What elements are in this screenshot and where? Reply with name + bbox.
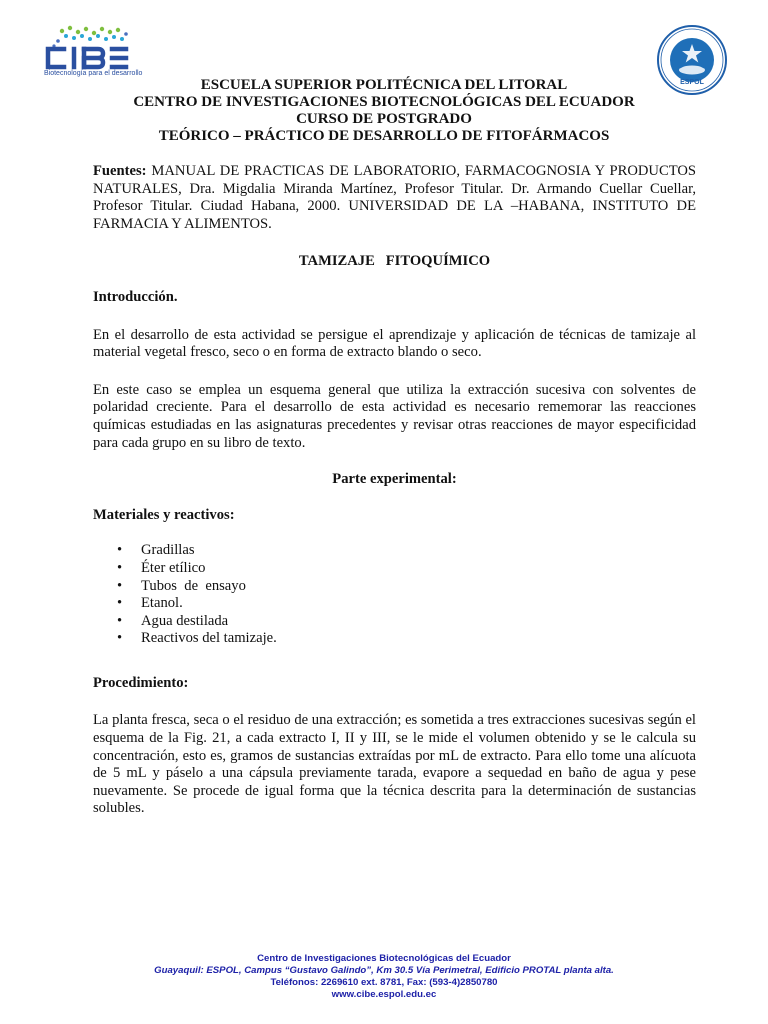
header-institution: ESCUELA SUPERIOR POLITÉCNICA DEL LITORAL bbox=[200, 77, 568, 93]
experimental-heading: Parte experimental: bbox=[332, 471, 457, 488]
footer-address: Guayaquil: ESPOL, Campus “Gustavo Galindo”, Km 30.5 Vía Perimetral, Edificio PROTAL planta alta. bbox=[154, 965, 614, 976]
espol-seal-label: ESPOL bbox=[680, 79, 704, 86]
bullet: • bbox=[117, 542, 123, 559]
list-item bbox=[93, 560, 696, 578]
bullet: • bbox=[117, 630, 123, 647]
bullet: • bbox=[117, 595, 123, 612]
list-item-text: Etanol. bbox=[141, 595, 183, 612]
list-item-text: Gradillas bbox=[141, 542, 195, 559]
bullet: • bbox=[117, 612, 123, 629]
document-header bbox=[0, 77, 768, 145]
header-center: CENTRO DE INVESTIGACIONES BIOTECNOLÓGICAS DEL ECUADOR bbox=[133, 94, 635, 110]
intro-heading: Introducción. bbox=[93, 288, 178, 305]
list-item-text: Tubos de ensayo bbox=[141, 577, 246, 594]
procedure-heading: Procedimiento: bbox=[93, 674, 189, 691]
footer-center-name: Centro de Investigaciones Biotecnológicas del Ecuador bbox=[257, 953, 511, 964]
intro-paragraph-1: En el desarrollo de esta actividad se persigue el aprendizaje y aplicación de técnicas de tamizaje al material vegetal fresco, seco o en forma de extracto blando o seco. bbox=[93, 326, 696, 361]
footer-website: www.cibe.espol.edu.ec bbox=[331, 989, 437, 1000]
list-item bbox=[93, 595, 696, 613]
materials-heading: Materiales y reactivos: bbox=[93, 506, 235, 523]
document-body bbox=[93, 163, 696, 818]
list-item-text: Reactivos del tamizaje. bbox=[141, 630, 277, 647]
header-subject: TEÓRICO – PRÁCTICO DE DESARROLLO DE FITOFÁRMACOS bbox=[158, 128, 610, 144]
sources-label: Fuentes: bbox=[93, 163, 147, 179]
bullet: • bbox=[117, 559, 123, 576]
procedure-paragraph: La planta fresca, seca o el residuo de una extracción; es sometida a tres extracciones sucesivas según el esquema de la Fig. 21, a cada extracto I, II y III, se le mide el volumen obtenido y se le calcula su concentración, esto es, gramos de sustancias extraídas por mL de extracto. Para ello tome una alícuota de 5 mL y páselo a una cápsula previamente tarada, evapore a sequedad en baño de agua y pese nuevamente. Se procede de igual forma que la técnica descrita para la determinación de sustancias solubles. bbox=[93, 712, 696, 817]
sources-text: MANUAL DE PRACTICAS DE LABORATORIO, FARMACOGNOSIA Y PRODUCTOS NATURALES, Dra. Migdalia Miranda Martínez, Profesor Titular. Dr. Armando Cuellar Cuellar, Profesor Titular. Ciudad Habana, 2000. UNIVERSIDAD DE LA –HABANA, INSTITUTO DE FARMACIA Y ALIMENTOS. bbox=[93, 163, 696, 232]
bullet: • bbox=[117, 577, 123, 594]
cibe-logo bbox=[40, 22, 143, 82]
sources-paragraph bbox=[93, 163, 696, 233]
footer-phones: Teléfonos: 2269610 ext. 8781, Fax: (593-4)2850780 bbox=[270, 977, 498, 988]
materials-list bbox=[93, 542, 696, 648]
cibe-logo-tagline: Biotecnología para el desarrollo bbox=[44, 70, 143, 77]
list-item-text: Éter etílico bbox=[141, 559, 206, 576]
list-item bbox=[93, 542, 696, 560]
list-item-text: Agua destilada bbox=[141, 612, 229, 629]
list-item bbox=[93, 613, 696, 631]
list-item bbox=[93, 630, 696, 648]
document-footer bbox=[0, 953, 768, 1001]
section-title: TAMIZAJE FITOQUÍMICO bbox=[298, 253, 491, 270]
header-course: CURSO DE POSTGRADO bbox=[296, 111, 472, 127]
intro-paragraph-2: En este caso se emplea un esquema general que utiliza la extracción sucesiva con solventes de polaridad creciente. Para el desarrollo de esta actividad es necesario rememorar las reacciones químicas estudiadas en las asignaturas precedentes y revisar otras reacciones de mayor especificidad para cada grupo en su libro de texto. bbox=[93, 381, 696, 451]
list-item bbox=[93, 578, 696, 596]
